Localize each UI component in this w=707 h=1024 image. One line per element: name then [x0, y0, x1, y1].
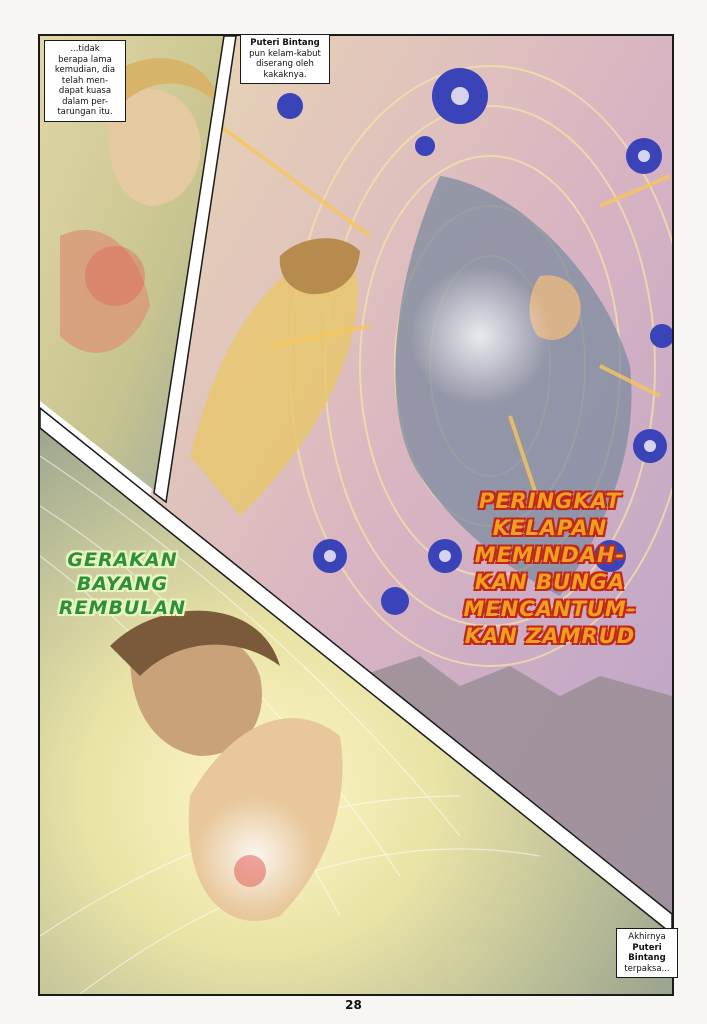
- caption-line: pun kelam-kabut: [249, 48, 321, 59]
- caption-line: dalam per-: [62, 96, 108, 107]
- sfx-peringkat-kelapan: [430, 488, 670, 650]
- sfx-line: KAN BUNGA: [474, 570, 626, 594]
- caption-line: kakaknya.: [263, 69, 307, 80]
- sfx-line: REMBULAN: [58, 597, 187, 619]
- palm-red-glow: [234, 855, 266, 887]
- caption-name: Bintang: [628, 953, 666, 963]
- sfx-line: PERINGKAT: [478, 489, 622, 513]
- caption-line: diserang oleh: [256, 59, 314, 69]
- caption-line: dapat kuasa: [58, 86, 112, 96]
- sfx-line: KELAPAN: [492, 516, 608, 540]
- caption-line: berapa lama: [58, 54, 112, 65]
- sfx-gerakan-bayang-rembulan: [40, 548, 205, 620]
- sfx-line: MEMINDAH-: [474, 543, 626, 567]
- caption-top-center: [240, 34, 330, 84]
- page-number: 28: [345, 998, 362, 1012]
- sfx-line: KAN ZAMRUD: [464, 624, 636, 648]
- sfx-line: BAYANG: [76, 573, 169, 595]
- caption-line: Akhirnya: [628, 932, 666, 942]
- caption-line: telah men-: [61, 75, 109, 86]
- caption-name: Puteri: [632, 942, 662, 953]
- caption-name: Puteri Bintang: [250, 38, 320, 48]
- energy-burst: [410, 266, 550, 406]
- hand-glow: [85, 246, 145, 306]
- caption-top-left: [44, 40, 126, 122]
- caption-line: terpaksa...: [624, 963, 670, 974]
- caption-line: ...tidak: [70, 44, 100, 54]
- caption-bottom-right: [616, 928, 678, 978]
- sfx-line: GERAKAN: [67, 549, 178, 571]
- caption-line: kemudian, dia: [54, 65, 116, 75]
- caption-line: tarungan itu.: [57, 107, 113, 117]
- sfx-line: MENCANTUM-: [463, 597, 637, 621]
